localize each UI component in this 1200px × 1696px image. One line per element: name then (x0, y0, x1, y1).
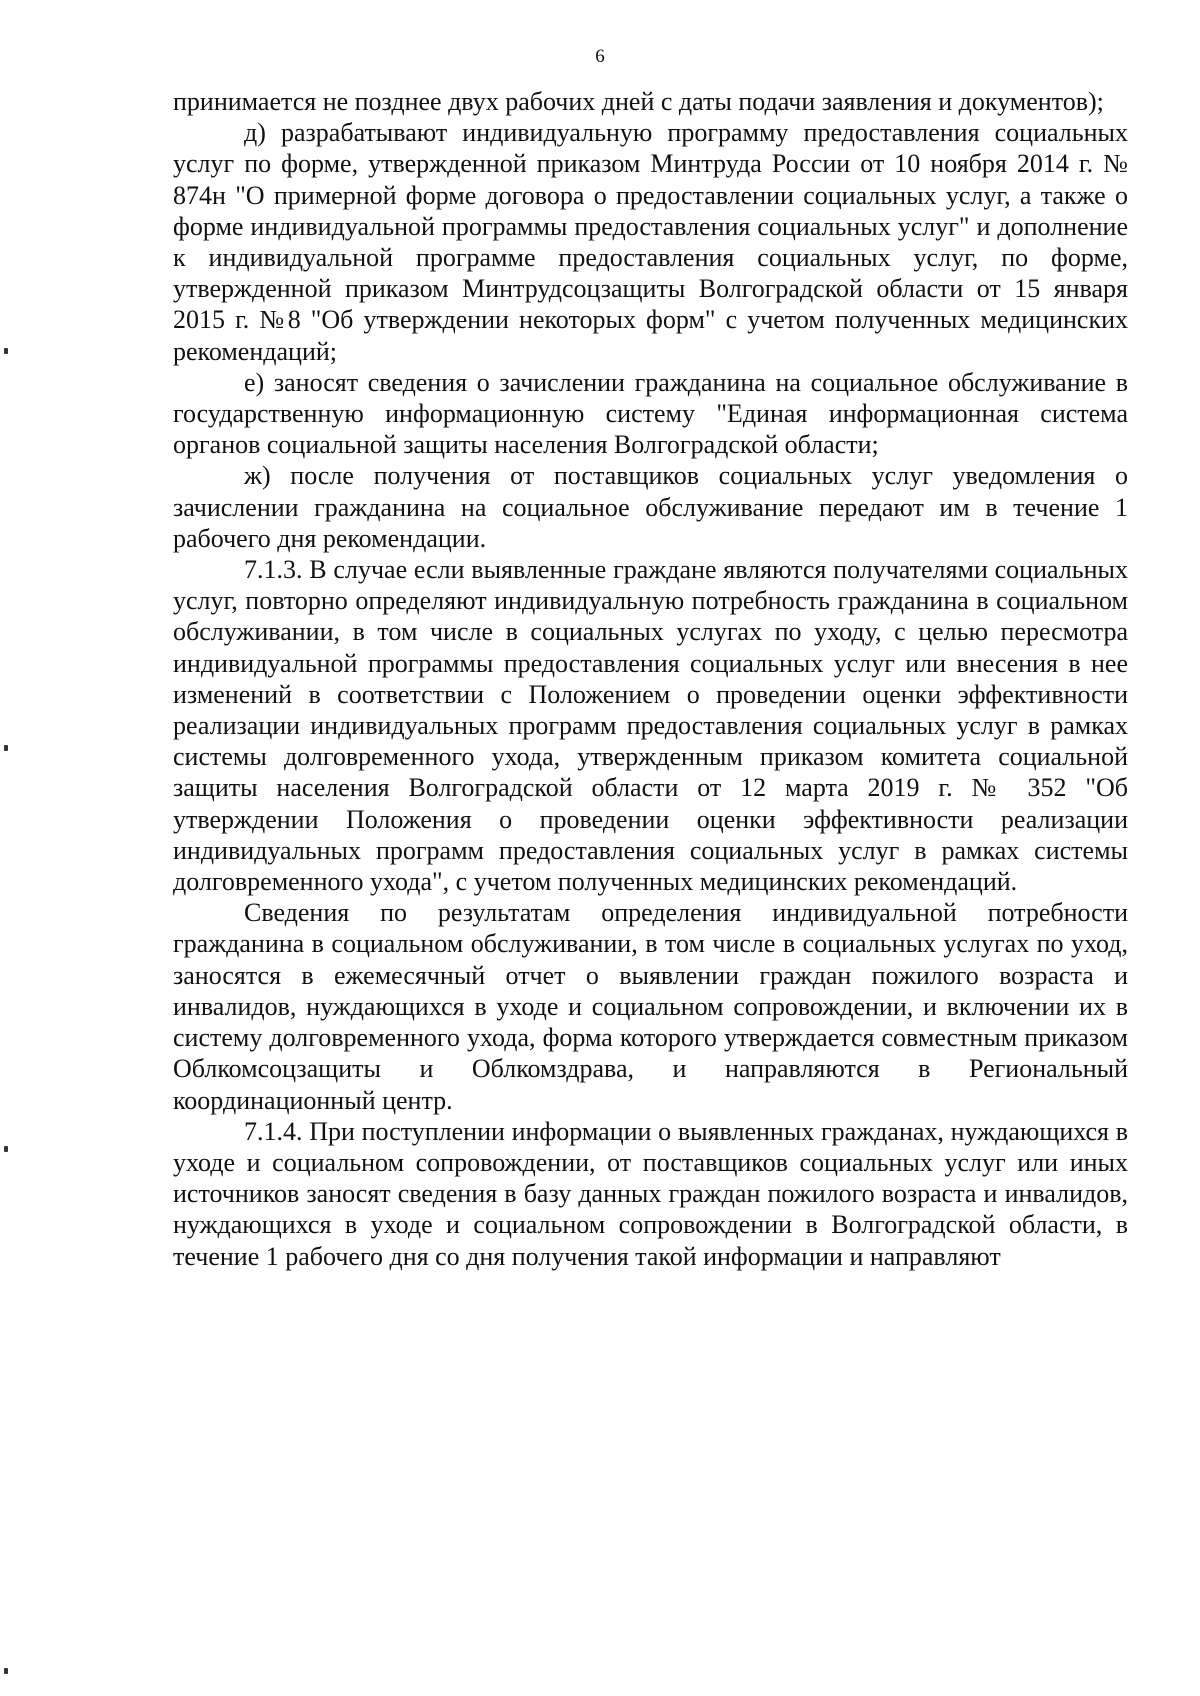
page-number: 6 (595, 46, 605, 67)
scan-artifact (4, 1668, 8, 1674)
scan-artifact (4, 745, 8, 751)
paragraph-item-e: е) заносят сведения о зачислении гражданина на социальное обслуживание в государственную информационную систему "Единая информационная система органов социальной защиты населения Волгоградской области; (173, 367, 1128, 460)
paragraph-item-zh: ж) после получения от поставщиков социальных услуг уведомления о зачислении гражданина на социальное обслуживание передают им в течение 1 рабочего дня рекомендации. (173, 461, 1128, 553)
paragraph-7-1-3: 7.1.3. В случае если выявленные граждане являются получателями социальных услуг, повторно определяют индивидуальную потребность гражданина в социальном обслуживании, в том числе в социальных услугах по уходу, с целью пересмотра индивидуальной программы предоставления социальных услуг или внесения в нее изменений в соответствии с Положением о проведении оценки эффективности реализации индивидуальных программ предоставления социальных услуг в рамках системы долговременного ухода, утвержденным приказом комитета социальной защиты населения Волгоградской области от 12 марта 2019 г. № 352 "Об утверждении Положения о проведении оценки эффективности реализации индивидуальных программ предоставления социальных услуг в рамках системы долговременного ухода", с учетом полученных медицинских рекомендаций. (173, 555, 1128, 897)
document-body (173, 86, 1128, 1272)
scan-artifact (4, 1146, 8, 1152)
paragraph-report-info: Сведения по результатам определения индивидуальной потребности гражданина в социальном обслуживании, в том числе в социальных услугах по уход, заносятся в ежемесячный отчет о выявлении граждан пожилого возраста и инвалидов, нуждающихся в уходе и социальном сопровождении, и включении их в систему долговременного ухода, форма которого утверждается совместным приказом Облкомсоцзащиты и Облкомздрава, и направляются в Региональный координационный центр. (173, 898, 1128, 1115)
paragraph-item-d: д) разрабатывают индивидуальную программу предоставления социальных услуг по форме, утвержденной приказом Минтруда России от 10 ноября 2014 г. № 874н "О примерной форме договора о предоставлении социальных услуг, а также о форме индивидуальной программы предоставления социальных услуг" и дополнение к индивидуальной программе предоставления социальных услуг, по форме, утвержденной приказом Минтрудсоцзащиты Волгоградской области от 15 января 2015 г. №8 "Об утверждении некоторых форм" с учетом полученных медицинских рекомендаций; (173, 118, 1128, 366)
paragraph-continuation: принимается не позднее двух рабочих дней с даты подачи заявления и документов); (173, 87, 1104, 116)
scan-artifact (4, 348, 8, 354)
paragraph-7-1-4: 7.1.4. При поступлении информации о выявленных гражданах, нуждающихся в уходе и социальном сопровождении, от поставщиков социальных услуг или иных источников заносят сведения в базу данных граждан пожилого возраста и инвалидов, нуждающихся в уходе и социальном сопровождении в Волгоградской области, в течение 1 рабочего дня со дня получения такой информации и направляют (173, 1116, 1128, 1271)
